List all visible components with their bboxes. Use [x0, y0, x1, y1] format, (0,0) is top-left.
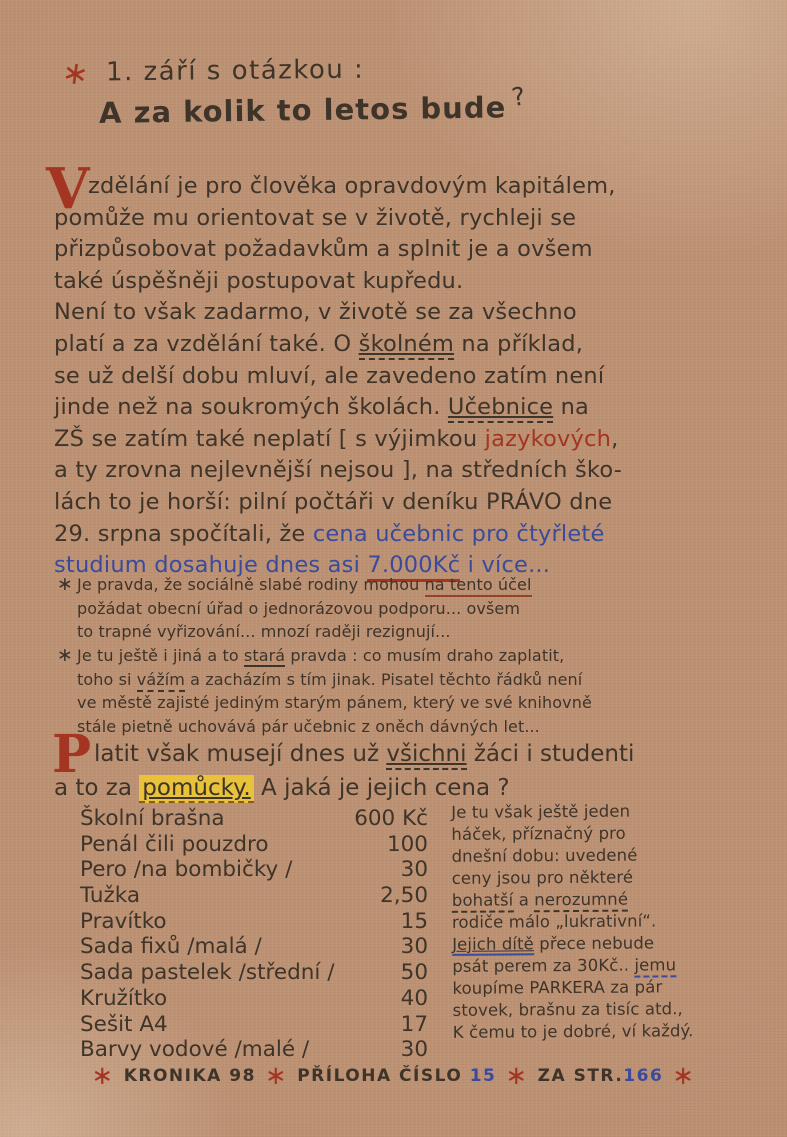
text-segment: také úspěšněji postupovat kupředu.	[54, 267, 464, 294]
asterisk-icon: ∗	[505, 1061, 529, 1091]
text-segment: a ty zrovna nejlevnější nejsou ], na středních ško-	[54, 457, 623, 484]
text-line	[54, 266, 622, 298]
text-line	[57, 691, 592, 715]
text-segment: háček, příznačný pro	[451, 823, 626, 844]
text-segment: pomůže mu orientovat se v životě, rychleji se	[54, 204, 577, 231]
text-segment: 29. srpna spočítali, že	[54, 520, 313, 547]
item-price: 50	[400, 960, 428, 986]
red-word-jazykovych: jazykových	[484, 425, 612, 452]
footnote-1	[57, 573, 532, 644]
price-row	[80, 1012, 428, 1038]
text-line	[54, 329, 622, 361]
underlined-phrase-jejich-dite: Jejich dítě	[452, 934, 534, 954]
text-segment: Není to však zadarmo, v životě se za všechno	[54, 299, 577, 326]
text-line	[451, 800, 692, 824]
page-title-line1: 1. září s otázkou :	[105, 54, 365, 88]
text-segment: se už delší dobu mluví, ale zavedeno zatím není	[54, 362, 605, 389]
main-text	[46, 156, 623, 582]
item-name: Penál čili pouzdro	[80, 831, 269, 857]
text-segment: dnešní dobu: uvedené	[451, 845, 638, 866]
text-segment: rodiče málo „lukrativní“.	[451, 911, 657, 932]
text-segment: zdělání je pro člověka opravdovým kapitálem,	[88, 173, 616, 199]
text-line	[453, 998, 694, 1022]
page-title-line2-text: A za kolik to letos bude	[98, 90, 507, 130]
footer-priloha: PŘÍLOHA ČÍSLO	[297, 1066, 470, 1086]
item-name: Tužka	[80, 883, 141, 909]
item-name: Sešit A4	[80, 1011, 168, 1037]
asterisk-icon: ∗	[91, 1061, 115, 1091]
asterisk-icon: ∗	[264, 1061, 289, 1091]
text-segment: platí a za vzdělání také. O	[54, 330, 359, 357]
price-row	[80, 857, 428, 883]
text-segment: lách to je horší: pilní počtáři v deníku PRÁVO dne	[54, 488, 613, 515]
item-name: Pravítko	[80, 908, 167, 934]
underlined-word-nerozumne: nerozumné	[534, 890, 628, 913]
text-line	[57, 668, 592, 692]
underlined-phrase: na tento účel	[425, 575, 532, 597]
text-segment: Je pravda, že sociálně slabé rodiny mohou	[77, 575, 425, 594]
text-line	[57, 573, 532, 597]
text-segment: ,	[611, 425, 619, 452]
text-segment: koupíme PARKERA za pár	[452, 977, 663, 998]
text-line	[451, 844, 692, 868]
text-line	[451, 822, 692, 846]
text-segment: přece nebude	[533, 933, 655, 954]
highlighted-word-pomucky: pomůcky.	[139, 775, 253, 803]
price-row	[80, 960, 428, 986]
underlined-word-skolnem: školném	[359, 331, 454, 360]
item-price: 30	[400, 857, 428, 883]
text-segment: stovek, brašnu za tisíc atd.,	[452, 999, 683, 1020]
price-row	[80, 1037, 428, 1063]
underlined-word-jemu: jemu	[634, 955, 676, 977]
text-segment: Je tu ještě i jiná a to	[77, 646, 244, 665]
text-segment: na příklad,	[454, 330, 584, 357]
item-name: Sada fixů /malá /	[80, 934, 262, 960]
text-line	[452, 910, 693, 934]
footnote-2	[57, 644, 592, 738]
text-line	[54, 297, 622, 329]
text-line	[452, 976, 693, 1000]
text-segment: psát perem za 30Kč..	[452, 955, 635, 976]
item-price: 2,50	[380, 883, 428, 909]
text-line	[54, 455, 622, 487]
text-line	[54, 203, 622, 235]
text-segment: toho si	[77, 669, 137, 689]
footer-kronika: KRONIKA 98	[123, 1066, 256, 1086]
underlined-word-bohatsi: bohatší	[452, 890, 514, 912]
blue-text: i více...	[460, 552, 551, 579]
page-title-line2	[98, 81, 529, 130]
text-segment: na	[553, 394, 590, 421]
item-name: Kružítko	[80, 985, 168, 1011]
text-line	[54, 392, 622, 424]
text-line	[57, 620, 532, 644]
text-line	[57, 644, 592, 668]
item-price: 30	[400, 1037, 428, 1063]
text-segment: stále pietně uchovává pár učebnic z oněch dávných let...	[77, 716, 540, 736]
price-row	[80, 934, 428, 960]
item-price: 40	[400, 985, 428, 1011]
text-segment: to trapné vyřizování... mnozí raději rezignují...	[77, 622, 451, 641]
item-name: Sada pastelek /střední /	[80, 960, 335, 986]
question-mark: ?	[509, 81, 529, 113]
text-segment: latit však musejí dnes už	[94, 741, 387, 767]
text-segment: K čemu to je dobré, ví každý.	[452, 1021, 694, 1042]
text-line	[54, 234, 622, 266]
price-row	[80, 806, 428, 832]
item-price: 17	[400, 1011, 428, 1037]
text-segment: požádat obecní úřad o jednorázovou podporu... ovšem	[77, 598, 521, 618]
side-note	[451, 800, 693, 1044]
footer-za-str: ZA STR.	[537, 1066, 624, 1086]
text-segment: a zacházím s tím jinak. Pisatel těchto řádků není	[184, 669, 583, 689]
text-line	[453, 1020, 694, 1044]
underlined-word-vazim: vážím	[137, 670, 185, 692]
item-name: Barvy vodové /malé /	[80, 1037, 310, 1063]
text-segment: a to za	[54, 775, 140, 801]
item-price: 600 Kč	[354, 806, 428, 831]
text-segment: ceny jsou pro některé	[451, 867, 634, 888]
footnote-marker-icon: ∗	[57, 573, 74, 595]
text-line	[54, 519, 622, 551]
drop-cap: V	[46, 156, 90, 222]
text-segment: ve městě zajisté jediným starým pánem, který ve své knihovně	[77, 693, 592, 712]
footnote-marker-icon: ∗	[57, 644, 74, 666]
footer-page-number: 166	[623, 1066, 664, 1086]
price-row	[80, 909, 428, 935]
text-line	[57, 597, 532, 621]
text-line	[54, 361, 622, 393]
text-line	[54, 771, 634, 805]
footer-priloha-number: 15	[469, 1066, 497, 1086]
text-line	[54, 424, 622, 456]
item-price: 15	[400, 908, 428, 934]
text-segment: ZŠ se zatím také neplatí [ s výjimkou	[54, 425, 485, 452]
text-segment: Je tu však ještě jeden	[451, 801, 631, 822]
blue-text: cena učebnic pro čtyřleté	[312, 520, 605, 547]
text-segment: žáci i studenti	[466, 741, 635, 767]
text-segment: přizpůsobovat požadavkům a splnit je a ovšem	[54, 236, 593, 263]
price-row	[80, 986, 428, 1012]
asterisk-icon: ∗	[672, 1061, 696, 1091]
item-price: 30	[400, 934, 428, 960]
text-segment: a	[513, 890, 535, 910]
text-line	[57, 715, 592, 739]
page-footer	[0, 1061, 787, 1091]
asterisk-icon: ∗	[59, 52, 92, 94]
underlined-word-ucebnice: Učebnice	[448, 394, 553, 423]
text-line	[452, 888, 693, 912]
text-segment: A jaká je jejich cena ?	[253, 775, 510, 801]
price-row	[80, 883, 428, 909]
text-segment: jinde než na soukromých školách.	[54, 394, 448, 421]
drop-cap: P	[52, 724, 92, 785]
text-line	[54, 487, 622, 519]
underlined-word-stara: stará	[243, 646, 286, 665]
price-list	[80, 806, 428, 1063]
blue-text: studium dosahuje dnes asi	[54, 552, 368, 579]
text-segment: pravda : co musím draho zaplatit,	[285, 646, 565, 665]
item-name: Školní brašna	[80, 806, 225, 831]
text-line	[452, 866, 693, 890]
price-7000kc: 7.000Kč	[367, 552, 460, 582]
item-name: Pero /na bombičky /	[80, 857, 293, 883]
text-line	[452, 932, 693, 956]
price-row	[80, 832, 428, 858]
item-price: 100	[386, 831, 428, 857]
underlined-word-vsichni: všichni	[386, 741, 466, 770]
text-line	[452, 954, 693, 978]
